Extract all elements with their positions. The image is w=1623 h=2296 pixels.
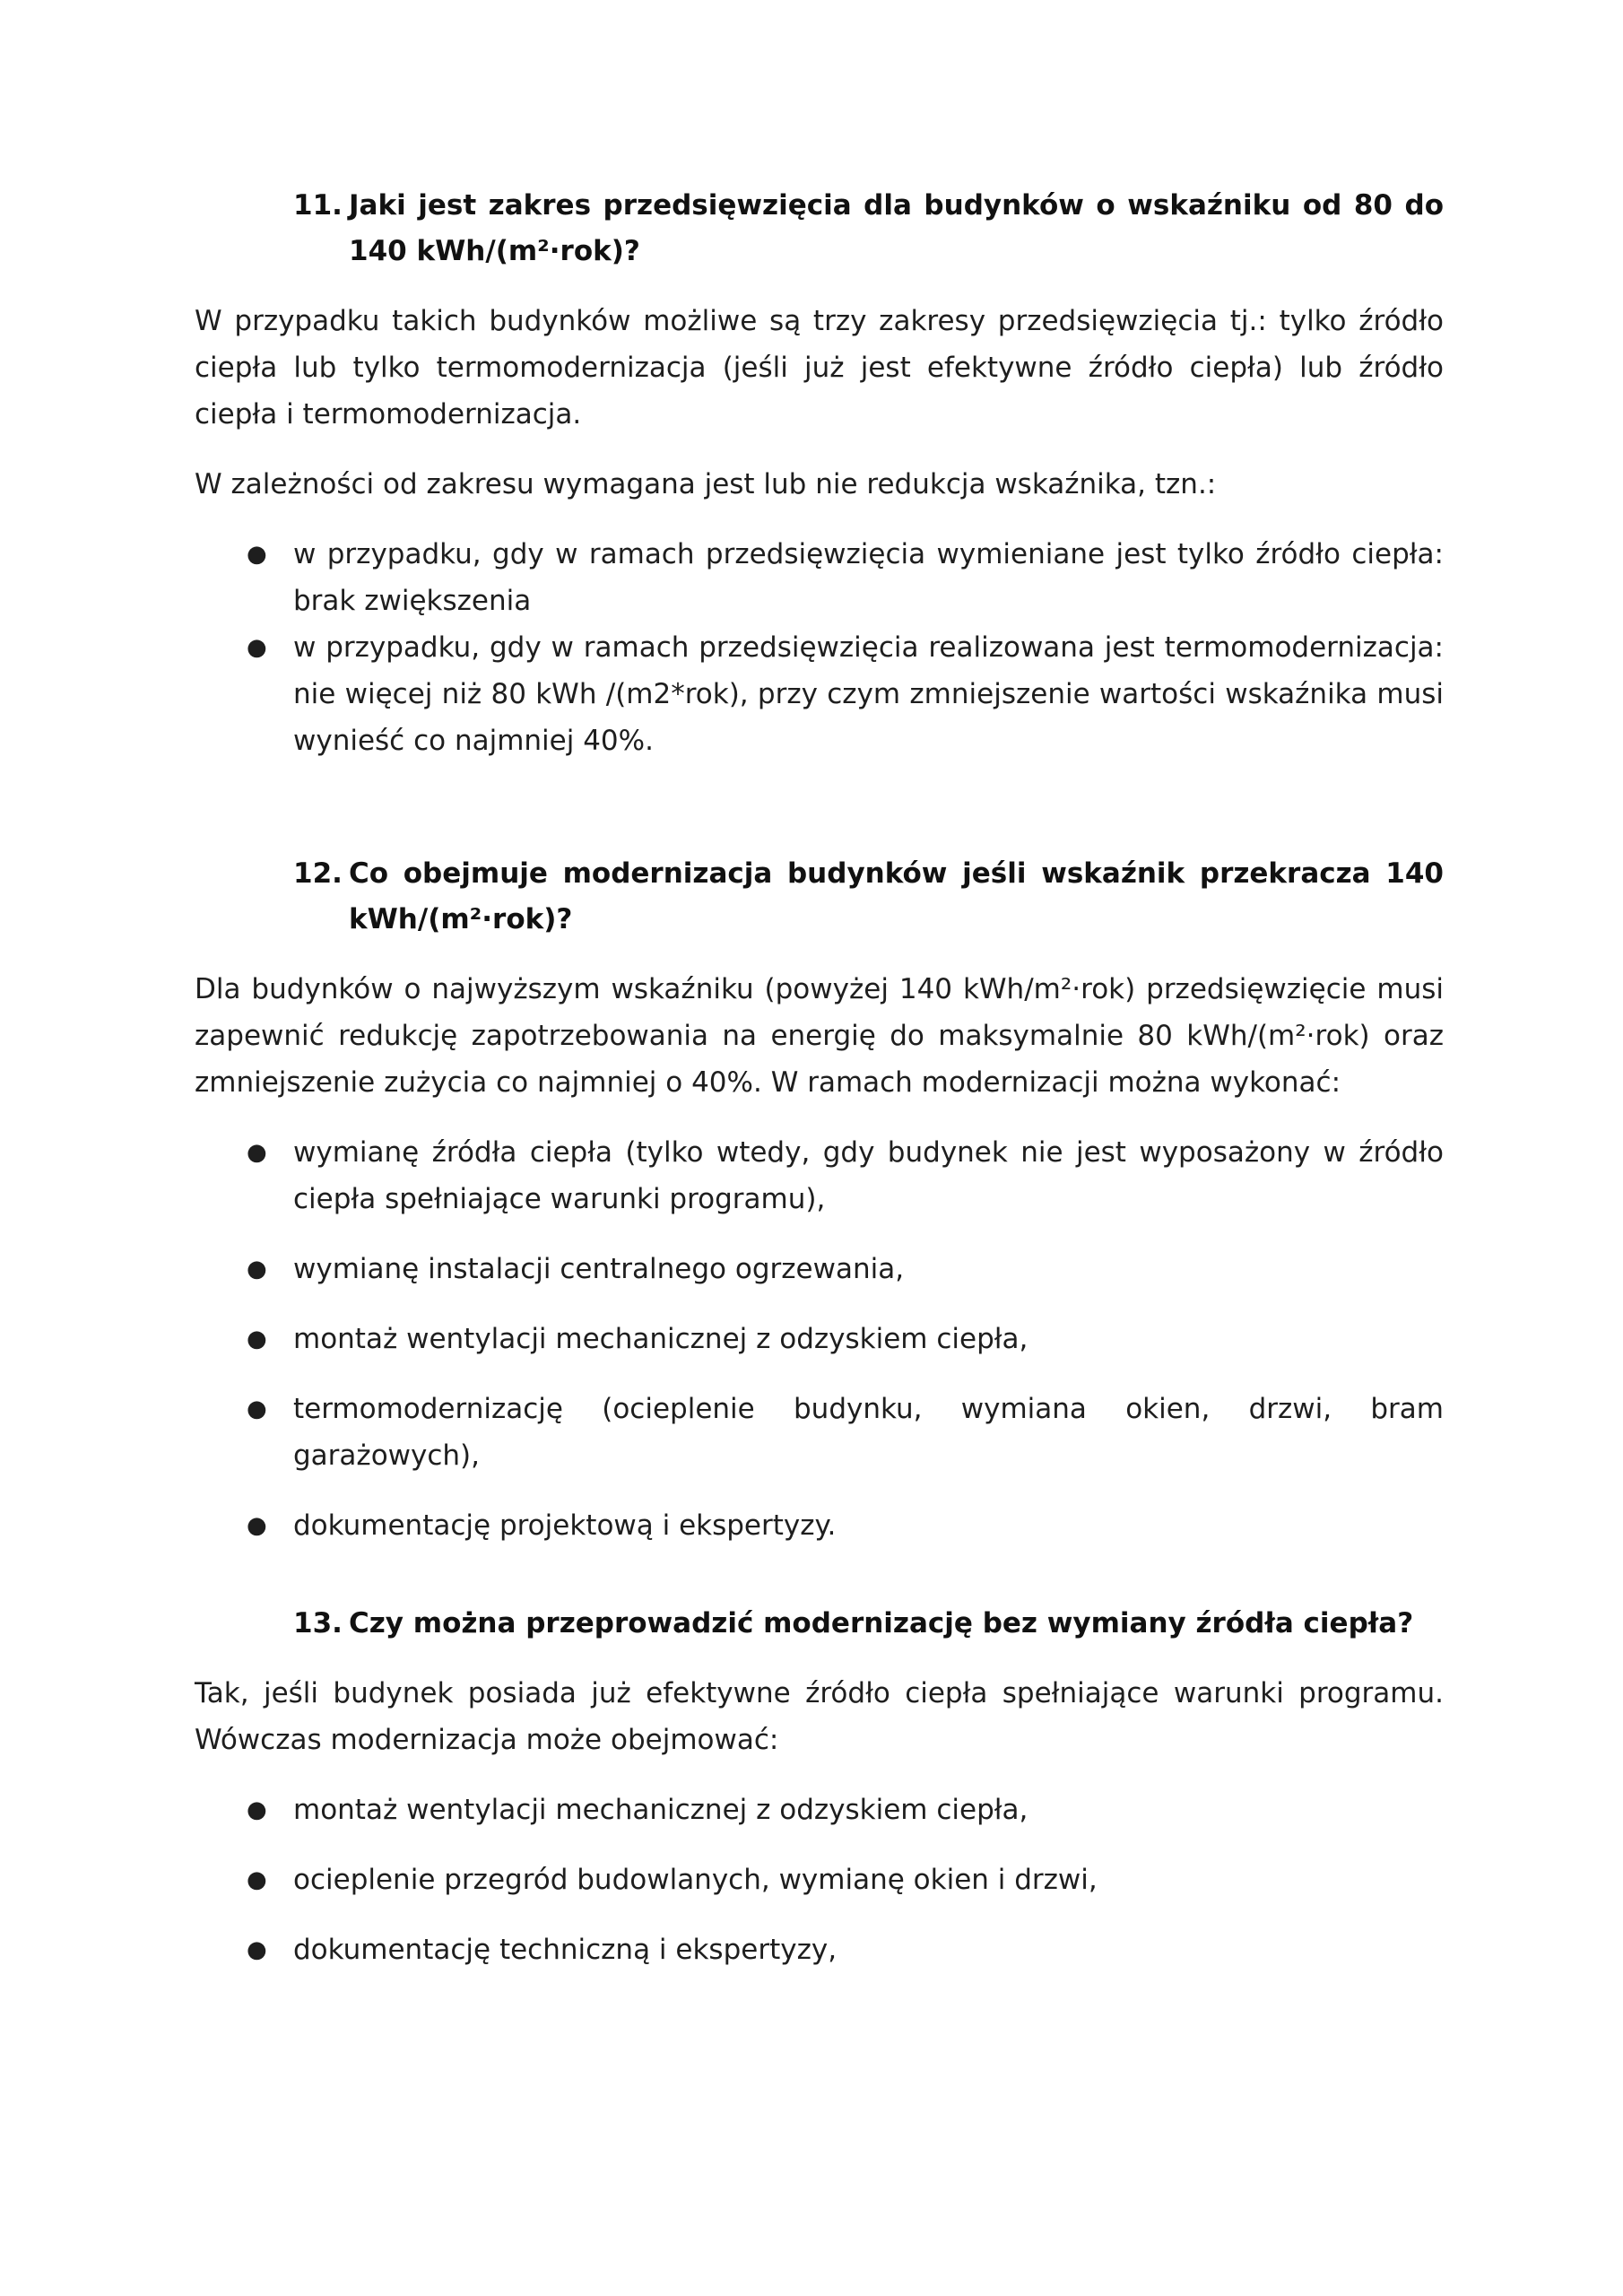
bullet-icon: ● (247, 1139, 267, 1166)
list-item-text: montaż wentylacji mechanicznej z odzyskiem ciepła, (293, 1323, 1028, 1355)
list-item (195, 1857, 1444, 1903)
bullet-icon: ● (247, 634, 267, 661)
bullet-list (195, 1787, 1444, 1973)
bullet-icon: ● (247, 1326, 267, 1352)
paragraph: W zależności od zakresu wymagana jest lub nie redukcja wskaźnika, tzn.: (195, 468, 1217, 500)
section-number: 12. (293, 857, 343, 890)
section-title: Czy można przeprowadzić modernizację bez wymiany źródła ciepła? (349, 1607, 1414, 1639)
list-item (195, 1246, 1444, 1292)
list-item (195, 1316, 1444, 1362)
section-heading (293, 851, 1444, 943)
list-item (195, 1386, 1444, 1479)
section-heading (293, 1601, 1444, 1647)
list-item-text: w przypadku, gdy w ramach przedsięwzięcia wymieniane jest tylko źródło ciepła: brak zwiększenia (293, 538, 1444, 617)
list-item-text: w przypadku, gdy w ramach przedsięwzięcia realizowana jest termomodernizacja: nie więcej niż 80 kWh /(m2*rok), przy czym zmniejszenie wartości wskaźnika musi wynieść co najmniej 40%. (293, 631, 1444, 757)
section-11 (195, 183, 1444, 764)
bullet-icon: ● (247, 1936, 267, 1963)
bullet-icon: ● (247, 1866, 267, 1893)
list-item-text: dokumentację techniczną i ekspertyzy, (293, 1934, 838, 1966)
paragraph: Tak, jeśli budynek posiada już efektywne źródło ciepła spełniające warunki programu. Wówczas modernizacja może obejmować: (195, 1677, 1444, 1756)
section-heading (293, 183, 1444, 274)
bullet-list (195, 531, 1444, 764)
list-item (195, 624, 1444, 764)
section-title: Co obejmuje modernizacja budynków jeśli wskaźnik przekracza 140 kWh/(m²·rok)? (349, 857, 1444, 935)
list-item (195, 531, 1444, 624)
list-item-text: wymianę instalacji centralnego ogrzewania, (293, 1253, 905, 1285)
list-item (195, 1129, 1444, 1222)
bullet-list (195, 1129, 1444, 1549)
bullet-icon: ● (247, 1396, 267, 1422)
list-item-text: montaż wentylacji mechanicznej z odzyskiem ciepła, (293, 1794, 1028, 1826)
section-12 (195, 851, 1444, 1549)
list-item-text: termomodernizację (ocieplenie budynku, wymiana okien, drzwi, bram garażowych), (293, 1393, 1444, 1472)
paragraph: Dla budynków o najwyższym wskaźniku (powyżej 140 kWh/m²·rok) przedsięwzięcie musi zapewnić redukcję zapotrzebowania na energię do maksymalnie 80 kWh/(m²·rok) oraz zmniejszenie zużycia co najmniej o 40%. W ramach modernizacji można wykonać: (195, 973, 1444, 1099)
bullet-icon: ● (247, 1256, 267, 1283)
section-title: Jaki jest zakres przedsięwzięcia dla budynków o wskaźniku od 80 do 140 kWh/(m²·rok)? (349, 189, 1444, 267)
paragraph: W przypadku takich budynków możliwe są trzy zakresy przedsięwzięcia tj.: tylko źródło ciepła lub tylko termomodernizacja (jeśli już jest efektywne źródło ciepła) lub źródło ciepła i termomodernizacja. (195, 305, 1444, 430)
bullet-icon: ● (247, 1796, 267, 1823)
list-item (195, 1502, 1444, 1549)
page-content (195, 183, 1444, 1996)
list-item (195, 1787, 1444, 1833)
list-item-text: ocieplenie przegród budowlanych, wymianę okien i drzwi, (293, 1864, 1098, 1896)
section-13 (195, 1601, 1444, 1973)
section-number: 13. (293, 1607, 343, 1639)
list-item-text: wymianę źródła ciepła (tylko wtedy, gdy budynek nie jest wyposażony w źródło ciepła spełniające warunki programu), (293, 1136, 1444, 1215)
list-item-text: dokumentację projektową i ekspertyzy. (293, 1509, 837, 1542)
section-number: 11. (293, 189, 343, 222)
bullet-icon: ● (247, 541, 267, 568)
bullet-icon: ● (247, 1512, 267, 1539)
list-item (195, 1926, 1444, 1973)
